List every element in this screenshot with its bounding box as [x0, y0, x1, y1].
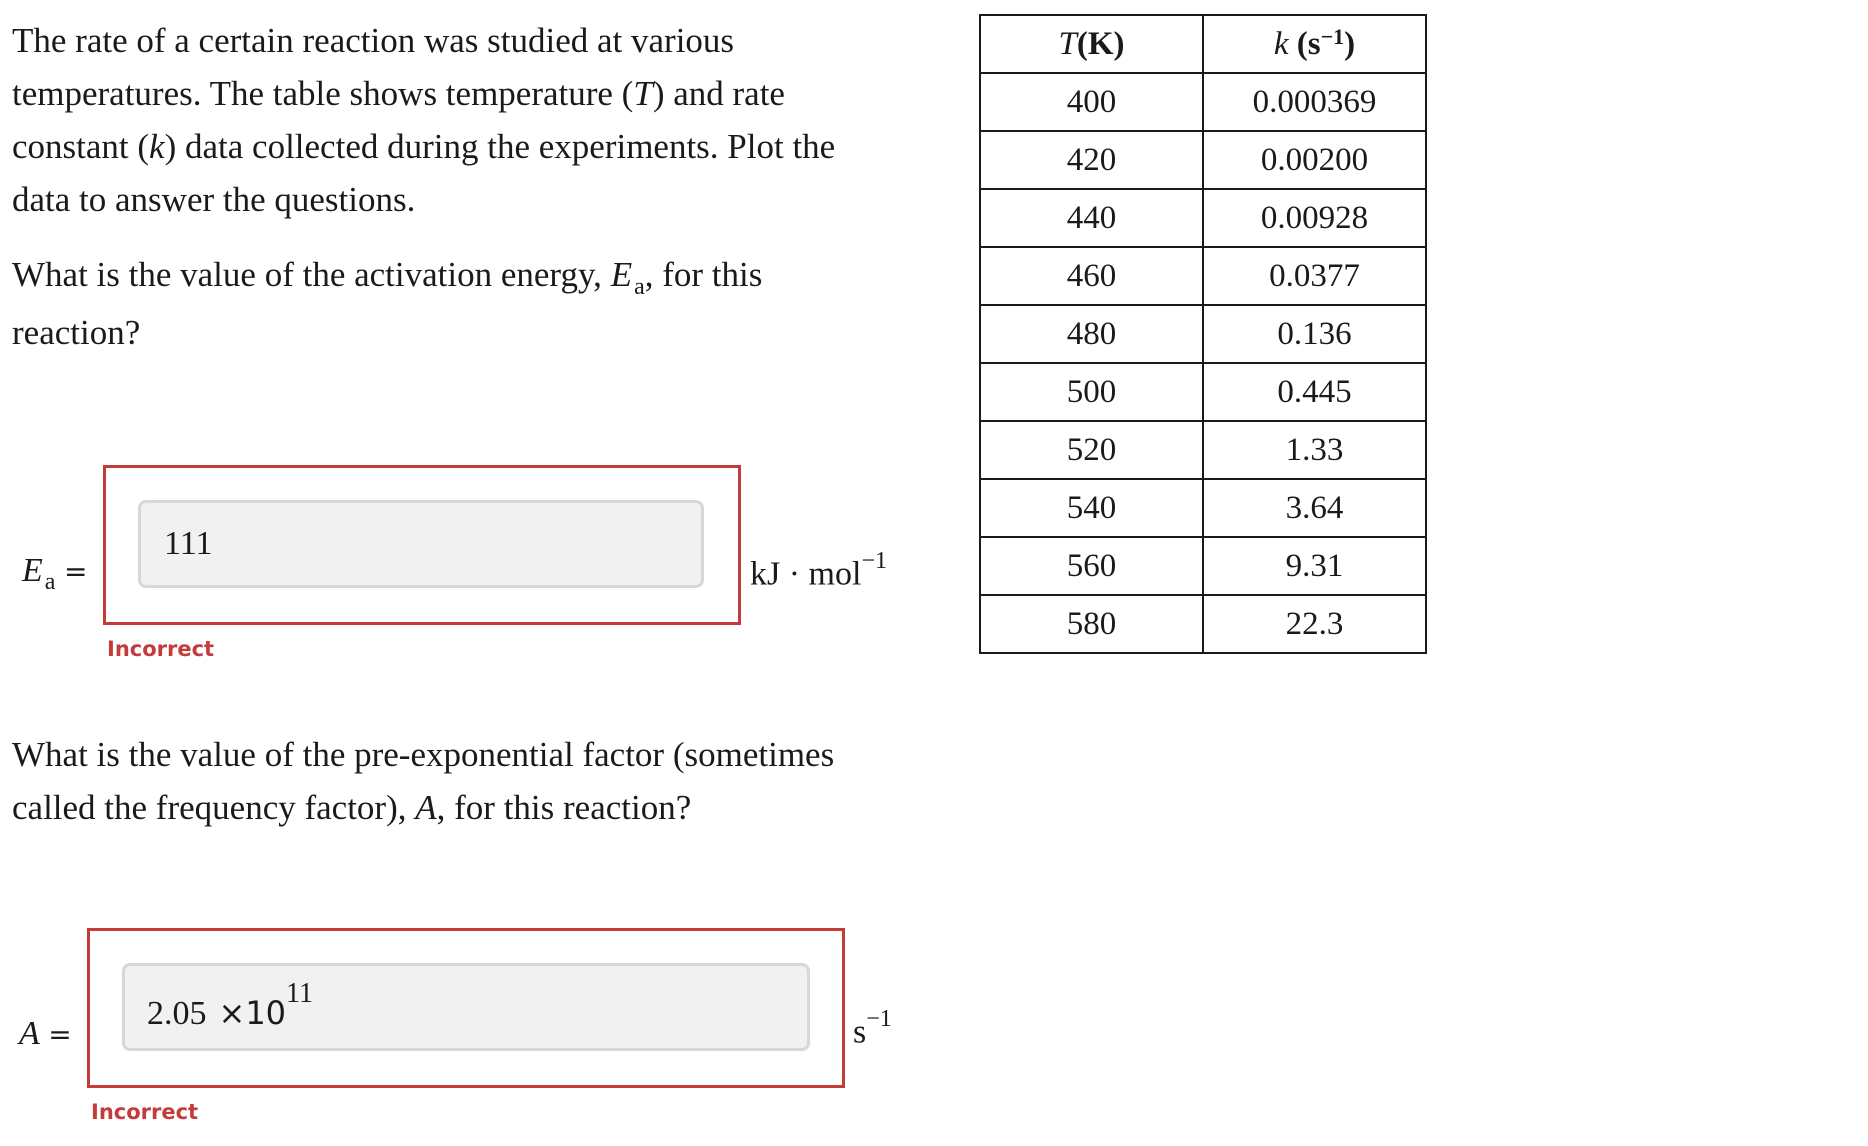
- temperature-cell: 580: [980, 595, 1203, 653]
- activation-energy-unit: kJ · mol$^{-1}$: [750, 548, 887, 593]
- intro-paragraph: The rate of a certain reaction was studied at various temperatures. The table shows temperature (T) and rate constant (k) data collected during the experiments. Plot the data to answer the questions.: [12, 21, 836, 219]
- activation-energy-input[interactable]: [138, 500, 704, 588]
- activation-energy-value: 111: [164, 525, 213, 562]
- rate-constant-cell: 0.445: [1203, 363, 1426, 421]
- temperature-cell: 400: [980, 73, 1203, 131]
- table-row: [980, 189, 1426, 247]
- temperature-symbol: T: [633, 74, 653, 113]
- rate-constant-cell: 3.64: [1203, 479, 1426, 537]
- temperature-cell: 460: [980, 247, 1203, 305]
- temperature-cell: 540: [980, 479, 1203, 537]
- table-row: [980, 131, 1426, 189]
- rate-constant-cell: 0.00928: [1203, 189, 1426, 247]
- rate-constant-cell: 9.31: [1203, 537, 1426, 595]
- activation-energy-feedback: Incorrect: [107, 637, 215, 661]
- pre-exponential-input[interactable]: [122, 963, 810, 1051]
- header-temperature: T(K): [980, 15, 1203, 73]
- header-rate-constant: k $(s^{-1})$: [1203, 15, 1426, 73]
- table-row: [980, 247, 1426, 305]
- temperature-cell: 500: [980, 363, 1203, 421]
- question-activation-energy: What is the value of the activation energy, $E_a$, for this reaction?: [12, 255, 763, 352]
- temperature-cell: 560: [980, 537, 1203, 595]
- temperature-cell: 520: [980, 421, 1203, 479]
- temperature-cell: 480: [980, 305, 1203, 363]
- table-row: [980, 363, 1426, 421]
- rate-constant-cell: 0.000369: [1203, 73, 1426, 131]
- table-header-row: [980, 15, 1426, 73]
- table-row: [980, 421, 1426, 479]
- table-row: [980, 479, 1426, 537]
- rate-constant-cell: 1.33: [1203, 421, 1426, 479]
- activation-energy-label: $E_a$ =: [22, 552, 88, 595]
- table-row: [980, 73, 1426, 131]
- temperature-cell: 420: [980, 131, 1203, 189]
- pre-exponential-feedback: Incorrect: [91, 1100, 199, 1124]
- temperature-cell: 440: [980, 189, 1203, 247]
- table-row: [980, 537, 1426, 595]
- table-row: [980, 595, 1426, 653]
- rate-constant-cell: 22.3: [1203, 595, 1426, 653]
- question-pre-exponential-factor: What is the value of the pre-exponential factor (sometimes called the frequency factor), A, for this reaction?: [12, 735, 835, 827]
- pre-exponential-unit: $s^{-1}$: [853, 1006, 892, 1051]
- table-row: [980, 305, 1426, 363]
- rate-constant-cell: 0.136: [1203, 305, 1426, 363]
- rate-constant-cell: 0.00200: [1203, 131, 1426, 189]
- rate-constant-cell: 0.0377: [1203, 247, 1426, 305]
- pre-exponential-value: $2.05 \times 10^{11}$: [147, 978, 313, 1032]
- temperature-rate-table: [979, 14, 1427, 654]
- rate-constant-symbol: k: [149, 127, 165, 166]
- pre-exponential-label: A =: [19, 1015, 72, 1052]
